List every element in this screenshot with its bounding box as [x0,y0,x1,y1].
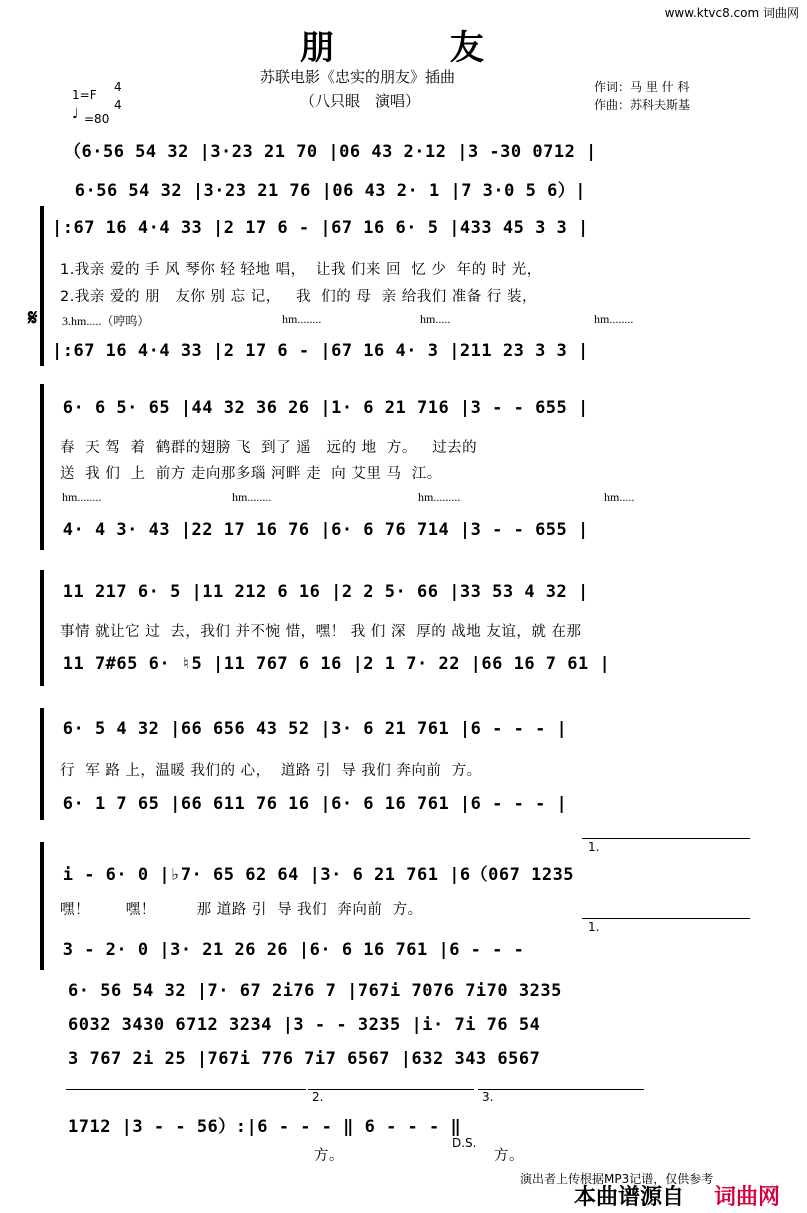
volta-line-1b [582,918,750,919]
system1-melody: |:67 16 4·4 33 |2 17 6 - |67 16 6· 5 |433 45 3 3 | [52,218,589,238]
song-title: 朋 友 [300,28,536,68]
footnote: 演出者上传根据MP3记谱，仅供参考 [520,1172,714,1186]
hm-b-1: hm........ [62,490,102,504]
tempo: =80 [84,112,110,126]
hm-a-3: hm........ [594,312,634,326]
lyricist: 作词：马 里 什 科 [594,80,690,94]
volta-line-1 [582,838,750,839]
volta-line-2 [66,1089,306,1090]
segno-icon: 𝄋 [28,306,38,331]
volta-2-label: 2. [312,1090,324,1104]
site-url: www.ktvc8.com 词曲网 [664,6,799,20]
system3-harmony: 11 7#65 6· ♮5 |11 767 6 16 |2 1 7· 22 |66 16 7 61 | [52,654,611,674]
system1-harmony: |:67 16 4·4 33 |2 17 6 - |67 16 4· 3 |211 23 3 3 | [52,341,589,361]
ds-marker: D.S. [452,1136,477,1150]
lyrics-line3: 事情 就让它 过 去，我们 并不惋 惜，嘿！ 我 们 深 厚的 战地 友谊，就 在那 [60,624,582,640]
time-bottom: 4 [114,98,122,112]
lyrics-verse1-line2: 春 天 驾 着 鹤群的翅膀 飞 到了 遥 远的 地 方。 过去的 [60,440,478,456]
volta-1b-label: 1. [588,920,600,934]
interlude-row-1: 6· 56 54 32 |7· 67 2i76 7 |767i 7076 7i70 3235 [68,981,562,1001]
intro-row-2: 6·56 54 32 |3·23 21 76 |06 43 2· 1 |7 3·0 5 6）| [64,181,587,201]
volta-line-2b [308,1089,474,1090]
hm-b-4: hm..... [604,490,635,504]
lyrics-line5: 嘿！ 嘿！ 那 道路 引 导 我们 奔向前 方。 [60,902,423,918]
time-top: 4 [114,80,122,94]
system2-harmony: 4· 4 3· 43 |22 17 16 76 |6· 6 76 714 |3 - - 655 | [52,520,589,540]
composer: 作曲：苏科夫斯基 [594,98,691,112]
hm-a-2: hm..... [420,312,451,326]
ending-lyric-2: 方。 [314,1148,344,1164]
system5-melody: i - 6· 0 |♭7· 65 62 64 |3· 6 21 761 |6（067 1235 [52,865,575,885]
lyrics-verse3-line1: 3.hm.....（哼呜） [62,314,150,328]
interlude-row-3: 3 767 2i 25 |767i 776 7i7 6567 |632 343 6567 [68,1049,541,1069]
system4-harmony: 6· 1 7 65 |66 611 76 16 |6· 6 16 761 |6 - - - | [52,794,568,814]
hm-b-2: hm........ [232,490,272,504]
lyrics-verse1-line1: 1.我亲 爱的 手 风 琴你 轻 轻地 唱， 让我 们来 回 忆 少 年的 时 光， [60,262,542,278]
volta-1-label: 1. [588,840,600,854]
lyrics-verse2-line2: 送 我 们 上 前方 走向那多瑙 河畔 走 向 艾里 马 江。 [60,466,442,482]
ending-lyric-3: 方。 [494,1148,524,1164]
volta-3-label: 3. [482,1090,494,1104]
system2-melody: 6· 6 5· 65 |44 32 36 26 |1· 6 21 716 |3 - - 655 | [52,398,589,418]
footer-site-logo: 词曲网 [714,1185,781,1210]
quarter-note-icon: ♩ [72,106,79,122]
lyrics-line4: 行 军 路 上，温暖 我们的 心， 道路 引 导 我们 奔向前 方。 [60,763,482,779]
system4-melody: 6· 5 4 32 |66 656 43 52 |3· 6 21 761 |6 - - - | [52,719,568,739]
volta-line-3 [478,1089,644,1090]
footer-source-text: 本曲谱源自 [574,1185,685,1210]
intro-row-1: （6·56 54 32 |3·23 21 70 |06 43 2·12 |3 -30 0712 | [64,142,597,162]
subtitle: 苏联电影《忠实的朋友》插曲 [260,68,456,86]
performer: （八只眼 演唱） [300,92,421,110]
system5-harmony: 3 - 2· 0 |3· 21 26 26 |6· 6 16 761 |6 - - - [52,940,525,960]
interlude-row-2: 6032 3430 6712 3234 |3 - - 3235 |i· 7i 76 54 [68,1015,541,1035]
hm-a-1: hm........ [282,312,322,326]
ending-row: 1712 |3 - - 56）:|6 - - - ‖ 6 - - - ‖ [68,1117,462,1137]
hm-b-3: hm......... [418,490,461,504]
system3-melody: 11 217 6· 5 |11 212 6 16 |2 2 5· 66 |33 53 4 32 | [52,582,589,602]
lyrics-verse2-line1: 2.我亲 爱的 朋 友你 别 忘 记， 我 们的 母 亲 给我们 准备 行 装， [60,289,538,305]
key-signature: 1=F [72,88,97,102]
